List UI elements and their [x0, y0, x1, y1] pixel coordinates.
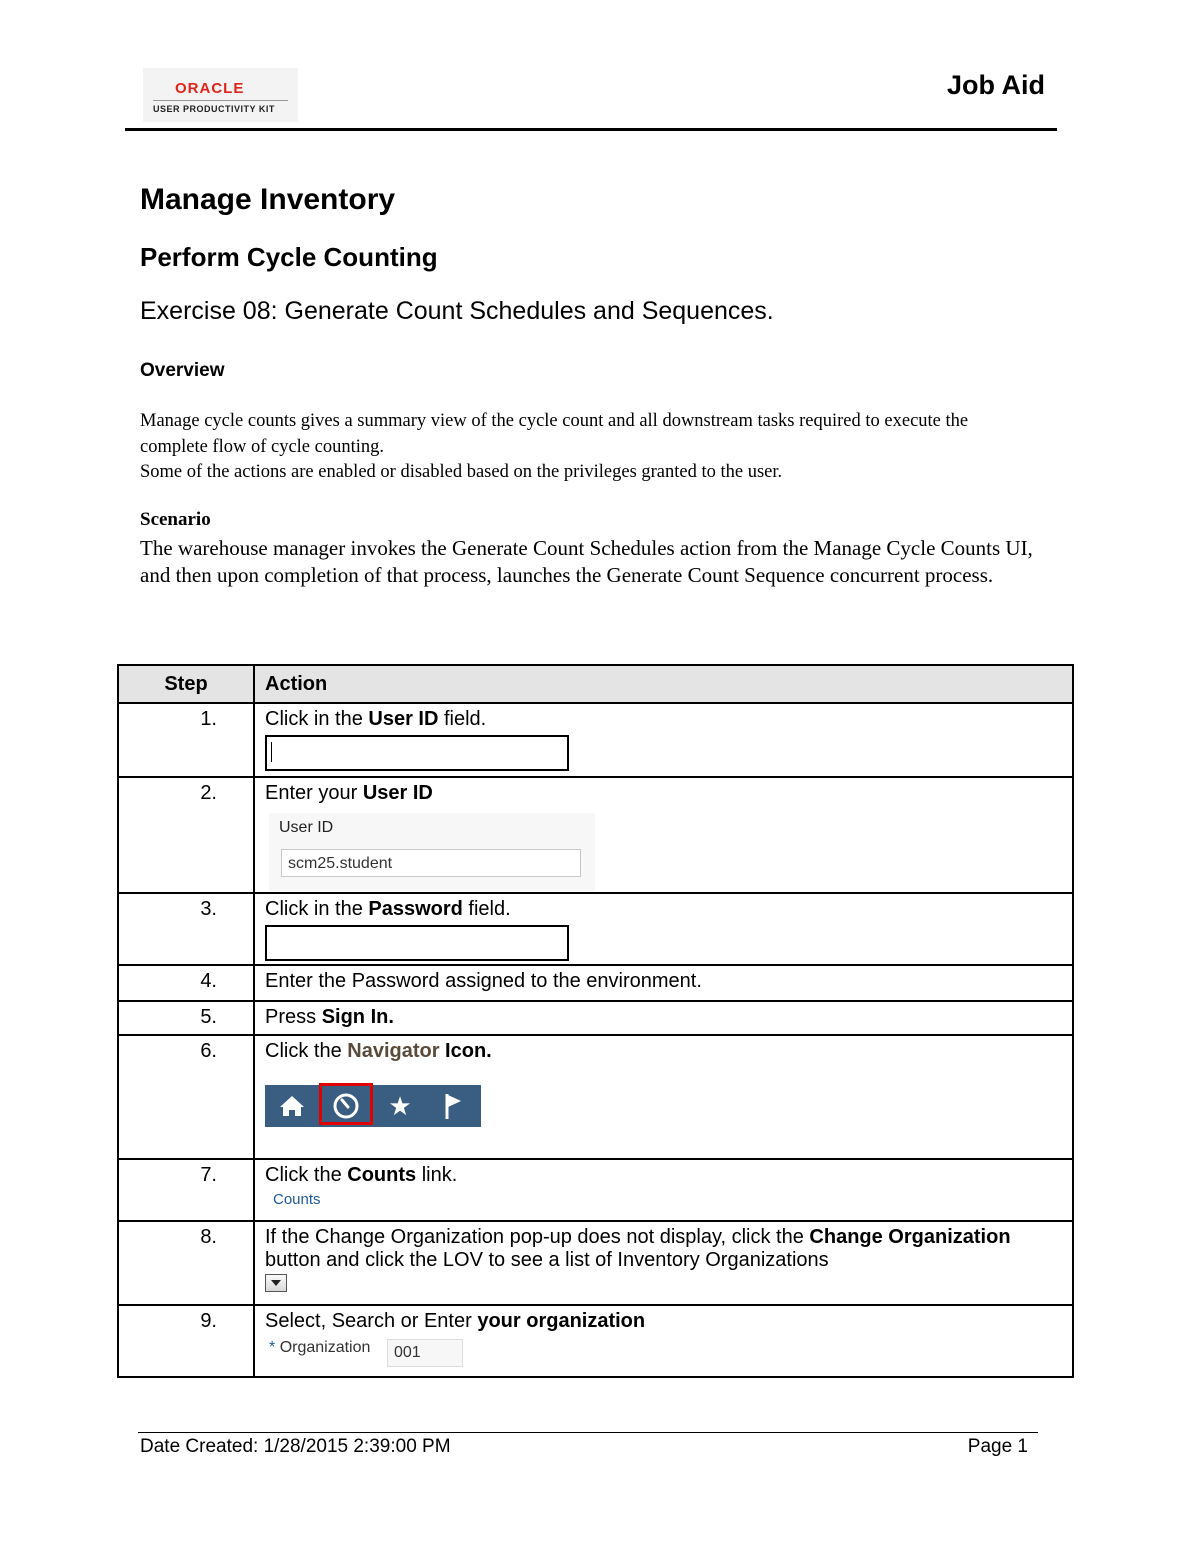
step-action [254, 1001, 1073, 1035]
table-row [118, 1221, 1073, 1305]
counts-link[interactable]: Counts [273, 1191, 321, 1208]
password-input-illustration[interactable] [265, 925, 569, 961]
step-bold: Counts [347, 1164, 417, 1186]
step-text: Click in the [265, 898, 369, 920]
steps-table [117, 664, 1074, 1378]
organization-screenshot [269, 1339, 1062, 1369]
step-bold: Password [368, 898, 463, 920]
step-text-post: field. [462, 898, 511, 920]
overview-text [140, 409, 1040, 486]
step-text: Select, Search or Enter [265, 1310, 478, 1332]
step-bold: your organization [477, 1310, 646, 1332]
overview-line-1: Manage cycle counts gives a summary view of the cycle count and all downstream tasks required to execute the complete flow of cycle counting. [140, 411, 969, 457]
step-number: 3. [118, 893, 254, 965]
footer-date-created: Date Created: 1/28/2015 2:39:00 PM [140, 1436, 451, 1457]
organization-label: Organization [279, 1339, 371, 1356]
scenario-text: The warehouse manager invokes the Generate Count Schedules action from the Manage Cycle Counts UI, and then upon completion of that process, launches the Generate Count Sequence concurrent process. [140, 536, 1033, 587]
lov-dropdown-icon[interactable] [265, 1274, 287, 1292]
step-bold: User ID [368, 708, 439, 730]
footer-divider [138, 1432, 1038, 1433]
user-id-screenshot [269, 813, 595, 891]
table-row [118, 1159, 1073, 1221]
page-title: Manage Inventory [140, 183, 396, 216]
step-text: Enter your [265, 782, 363, 804]
page-subtitle: Perform Cycle Counting [140, 242, 438, 272]
table-header-row [118, 665, 1073, 703]
logo-subtitle: USER PRODUCTIVITY KIT [153, 104, 275, 114]
step-action [254, 1159, 1073, 1221]
step-number: 9. [118, 1305, 254, 1377]
logo-divider [153, 100, 288, 101]
step-number: 5. [118, 1001, 254, 1035]
overview-line-2: Some of the actions are enabled or disabled based on the privileges granted to the user. [140, 462, 783, 482]
overview-heading: Overview [140, 360, 225, 381]
step-number: 1. [118, 703, 254, 777]
scenario-heading: Scenario [140, 509, 211, 530]
step-number: 7. [118, 1159, 254, 1221]
step-text: Click the [265, 1164, 348, 1186]
step-number: 4. [118, 965, 254, 1001]
step-text-post: field. [438, 708, 487, 730]
exercise-title: Exercise 08: Generate Count Schedules and Sequences. [140, 297, 774, 325]
table-row [118, 703, 1073, 777]
step-bold: User ID [362, 782, 433, 804]
home-icon[interactable] [265, 1085, 319, 1127]
step-action [254, 1221, 1073, 1305]
step-number: 6. [118, 1035, 254, 1159]
doc-type-label: Job Aid [947, 70, 1045, 100]
step-action [254, 893, 1073, 965]
oracle-upk-logo [143, 68, 298, 122]
flag-icon[interactable] [427, 1085, 481, 1127]
table-row [118, 777, 1073, 893]
step-bold-2: Icon. [439, 1040, 492, 1062]
user-id-field[interactable]: scm25.student [281, 849, 581, 877]
user-id-label: User ID [279, 819, 334, 836]
table-row [118, 893, 1073, 965]
navigator-highlight [319, 1083, 373, 1125]
step-bold: Navigator [347, 1040, 440, 1062]
step-number: 8. [118, 1221, 254, 1305]
step-action: Enter the Password assigned to the environment. [254, 965, 1073, 1001]
column-header-step: Step [118, 665, 254, 703]
footer-page-number: Page 1 [967, 1436, 1028, 1457]
table-row [118, 1035, 1073, 1159]
column-header-action: Action [254, 665, 1073, 703]
step-bold: Change Organization [809, 1226, 1011, 1248]
step-text-post: button and click the LOV to see a list of Inventory Organizations [265, 1249, 829, 1271]
user-id-input-illustration[interactable] [265, 735, 569, 771]
step-number: 2. [118, 777, 254, 893]
step-action [254, 1035, 1073, 1159]
step-action [254, 703, 1073, 777]
global-toolbar-screenshot [265, 1085, 481, 1127]
header-divider [125, 128, 1057, 131]
logo-brand: ORACLE [175, 80, 245, 97]
step-text: Click the [265, 1040, 348, 1062]
required-asterisk: * [269, 1339, 276, 1356]
table-row [118, 1305, 1073, 1377]
favorites-star-icon[interactable]: ★ [388, 1090, 412, 1121]
step-action [254, 1305, 1073, 1377]
step-bold: Sign In. [321, 1006, 394, 1028]
step-text-post: link. [416, 1164, 458, 1186]
step-text: Click in the [265, 708, 369, 730]
organization-field[interactable]: 001 [387, 1339, 463, 1367]
step-text: Press [265, 1006, 322, 1028]
step-text: If the Change Organization pop-up does not display, click the [265, 1226, 810, 1248]
step-action [254, 777, 1073, 893]
text-caret [271, 742, 272, 762]
table-row [118, 1001, 1073, 1035]
table-row [118, 965, 1073, 1001]
